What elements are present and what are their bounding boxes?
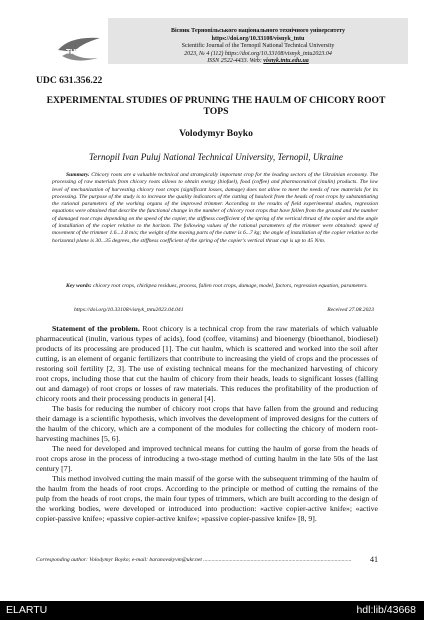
affiliation: Ternopil Ivan Puluj National Technical University, Ternopil, Ukraine xyxy=(89,152,343,162)
paragraph-4: This method involved cutting the main massif of the gorse with the subsequent trimming of the haulm of the haulm from the heads of root crops. According to the principle or method of cutting the remains of the pulp from the heads of root crops, the main four types of trimmers, which are built according to the design of the working bodies, were developed or introduced into production: «active copier-active knife»; «active copier-passive knife»; «passive copier-active knife»; «passive copier-passive knife» [8, 9]. xyxy=(36,474,378,523)
journal-doi-link[interactable]: https://doi.org/10.33108/visnyk_tntu xyxy=(211,35,305,42)
article-doi-link[interactable]: https://doi.org/10.33108/visnyk_tntu2023.04.041 xyxy=(74,307,184,313)
paragraph-3: The need for developed and improved technical means for cutting the haulm of gorse from the heads of root crops arose in the process of introducing a two-stage method of cutting haulm in the late 50s of the last century [7]. xyxy=(36,444,378,473)
journal-title-ua: Вісник Тернопільського національного технічного університету xyxy=(170,28,346,34)
page-number: 41 xyxy=(370,555,378,564)
paragraph-1 xyxy=(36,324,378,404)
keywords xyxy=(52,283,378,290)
journal-web-link[interactable]: visnyk.tntu.edu.ua xyxy=(263,58,309,65)
abstract-text: Chicory roots are a valuable technical and strategically important crop for the leading sectors of the Ukrainian economy. The processing of raw materials from chicory roots allows to obtain energy (biofuel), food (coffee) and pharmaceutical (inulin) products. The low level of mechanization of harvesting chicory root crops (significant losses, damage) does not allow to meet the needs of raw materials for its processing. The purpose of the study is to increase the quality indicators of the cutting of haulock from the heads of root crops by substantiating the rational parameters of the working organs of the improved trimmer. According to the results of field experimental studies, regression equations were obtained that describe the functional change in the number of chicory root crops that have fallen from the ground and the number of damaged root crops depending on the speed of the copier, the stiffness coefficient of the spring of the vertical thrust of the copier and the angle of installation of the copier relative to the horizon. The following values of the rational parameters of the trimmer were obtained: speed of movement of the trimmer 1.6...1.8 m/s; the weight of the moving parts of the cutter is 6...7 kg; the angle of installation of the copier relative to the horizontal plane is 30...35 degrees, the stiffness coefficient of the spring of the copier's vertical thrust cup is up to 45 N/m. xyxy=(52,172,378,244)
abstract xyxy=(52,172,378,245)
paragraph-2: The basis for reducing the number of chicory root crops that have fallen from the ground and reducing their damage is a scientific hypothesis, which involves the development of improved designs for the cutters of the haulm of the chicory, which are a component of the modules for collecting the chicory of modern root-harvesting machines [5, 6]. xyxy=(36,404,378,443)
received-date: Received 27.08.2023 xyxy=(327,307,374,313)
journal-header xyxy=(8,6,416,66)
handle-link[interactable]: hdl:lib/43668 xyxy=(356,604,416,616)
corresponding-author-footnote: Corresponding author: Volodymyr Boyko; e-mail: baranovskyvm@ukr.net .......................................................................................................... xyxy=(36,557,352,563)
repository-bar xyxy=(0,601,424,620)
udc-code: UDC 631.356.22 xyxy=(36,75,103,86)
keywords-label: Key words: xyxy=(66,283,92,289)
issn-line xyxy=(112,58,404,66)
paragraph-1-text: Root chicory is a technical crop from the raw materials of which valuable pharmaceutical (inulin, various types of acids), food (coffee, vitamins) and bioenergy (bioethanol, biodiesel) products of its processing are produced [1]. The cut haulm, which is scattered and worked into the soil after cutting, is an element of organic fertilizers that contribute to increasing the yield of crops and the processes of restoring soil fertility [2, 3]. The use of existing technical means for the mechanized harvesting of chicory root crops, including those that cut the haulm of chicory from their heads, leads to significant losses (falling out and damage) of root crops or losses of raw materials. This reduces the profitability of the production of chicory roots and their processing products in general [4]. xyxy=(36,324,378,403)
keywords-text: chicory root crops, chickpea residues, process, fallen root crops, damage, model, factors, regression equation, parameters. xyxy=(91,283,368,289)
repository-name[interactable]: ELARTU xyxy=(6,604,48,616)
issn-text: ISSN 2522-4433. Web: xyxy=(207,58,264,65)
paper-title: EXPERIMENTAL STUDIES OF PRUNING THE HAULM OF CHICORY ROOT TOPS xyxy=(46,95,386,117)
tntu-logo-icon xyxy=(56,34,102,66)
author-name: Volodymyr Boyko xyxy=(179,128,253,139)
abstract-label: Summary. xyxy=(66,172,90,178)
section-heading: Statement of the problem. xyxy=(52,324,140,333)
header-text xyxy=(112,28,404,66)
journal-title-en: Scientific Journal of the Ternopil National Technical University xyxy=(181,43,335,50)
body-text xyxy=(36,324,378,524)
logo-text: ТНТУ xyxy=(66,49,84,56)
issue-line: 2023, № 4 (112) https://doi.org/10.33108/visnyk_tntu2023.04 xyxy=(184,50,332,57)
